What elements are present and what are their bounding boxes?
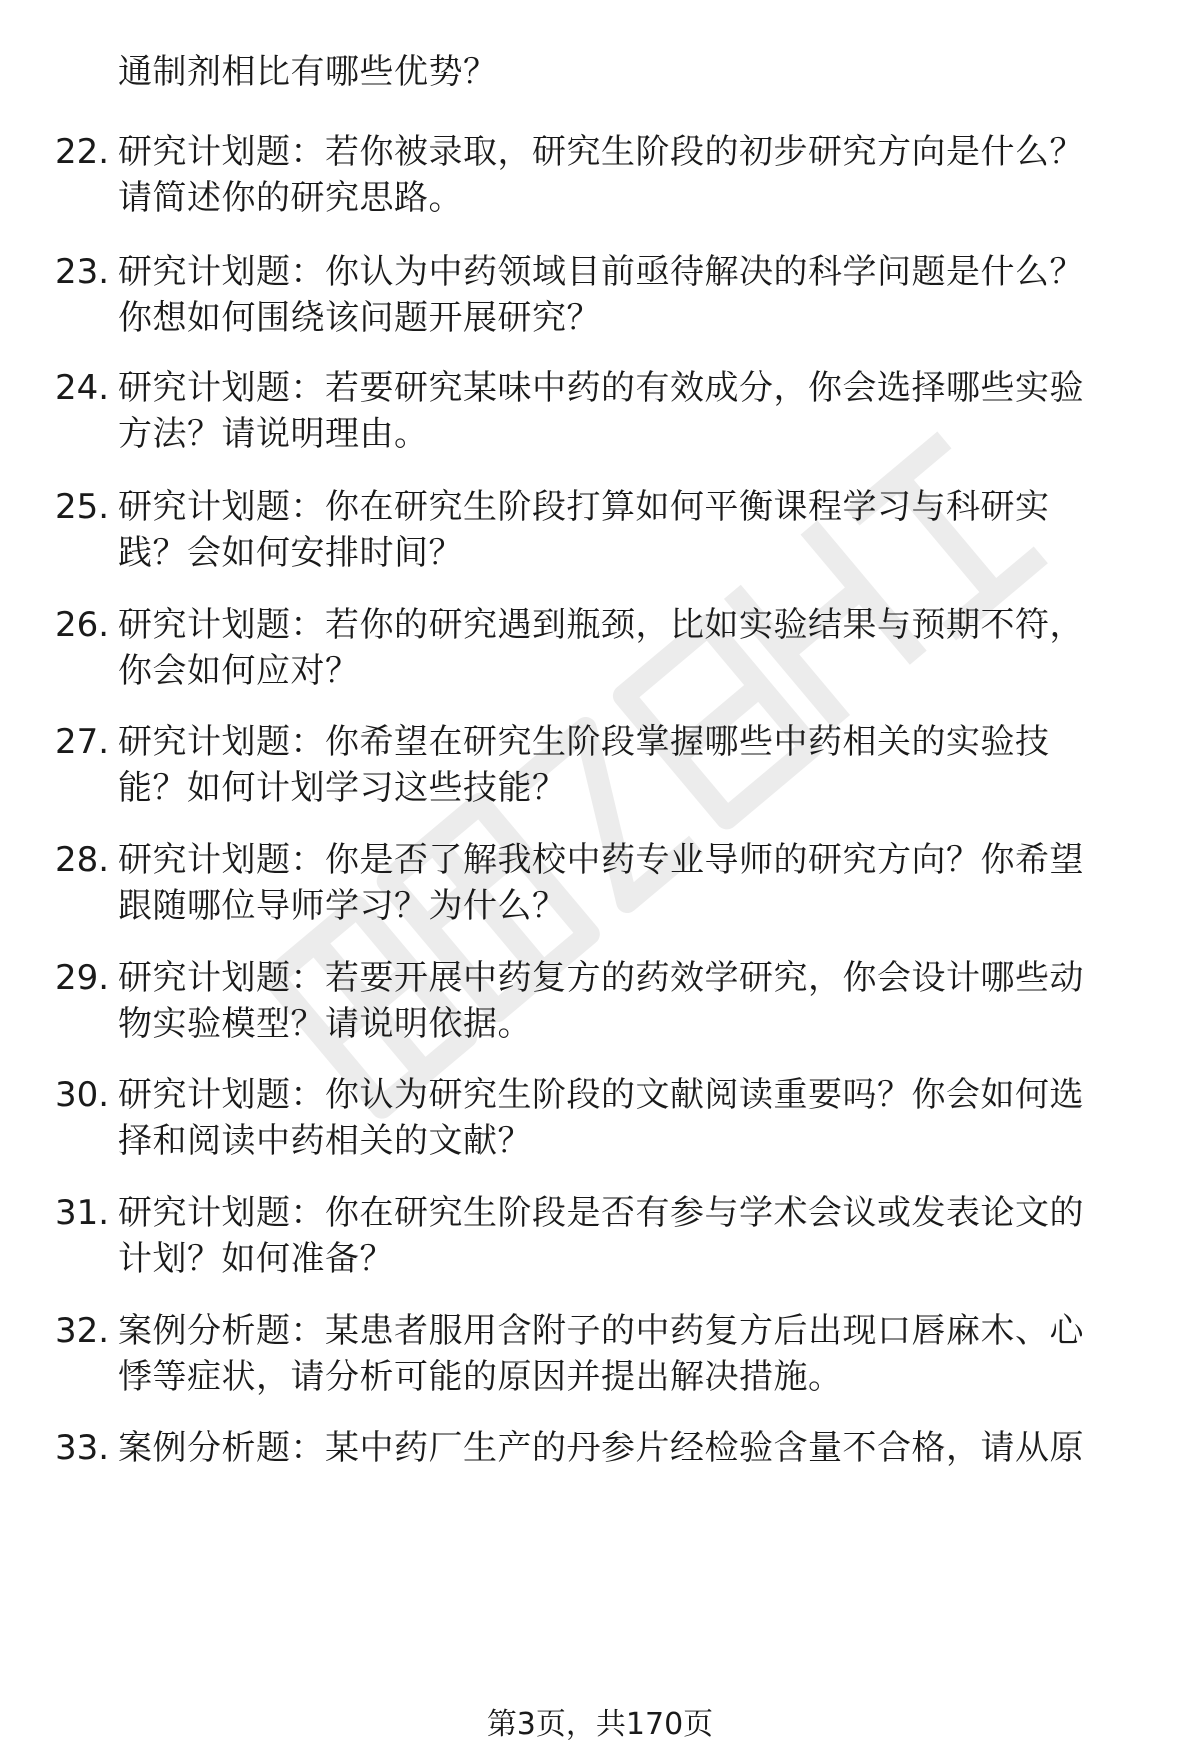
item-number: 30. [55, 1075, 110, 1115]
item-text-line: 研究计划题：若要研究某味中药的有效成分，你会选择哪些实验 [118, 368, 1084, 408]
item-text-line: 能？如何计划学习这些技能？ [118, 768, 567, 808]
item-text-line: 研究计划题：若你的研究遇到瓶颈，比如实验结果与预期不符， [118, 605, 1084, 645]
item-text-line: 研究计划题：你希望在研究生阶段掌握哪些中药相关的实验技 [118, 722, 1050, 762]
item-number: 23. [55, 252, 110, 292]
item-number: 31. [55, 1193, 110, 1233]
item-number: 24. [55, 368, 110, 408]
item-number: 26. [55, 605, 110, 645]
item-text-line: 择和阅读中药相关的文献？ [118, 1121, 532, 1161]
item-text-line: 悸等症状，请分析可能的原因并提出解决措施。 [118, 1357, 843, 1397]
item-text-line: 计划？如何准备？ [118, 1239, 394, 1279]
page-footer: 第3页，共170页 [486, 1707, 714, 1742]
item-text-line: 案例分析题：某患者服用含附子的中药复方后出现口唇麻木、心 [118, 1311, 1084, 1351]
item-number: 33. [55, 1428, 110, 1468]
item-text-line: 跟随哪位导师学习？为什么？ [118, 886, 567, 926]
item-text-line: 研究计划题：你是否了解我校中药专业导师的研究方向？你希望 [118, 840, 1084, 880]
continuation-line: 通制剂相比有哪些优势？ [118, 52, 498, 92]
item-text-line: 研究计划题：若你被录取，研究生阶段的初步研究方向是什么？ [118, 132, 1084, 172]
item-text-line: 物实验模型？请说明依据。 [118, 1004, 532, 1044]
item-number: 29. [55, 958, 110, 998]
item-text-line: 你想如何围绕该问题开展研究？ [118, 298, 601, 338]
item-text-line: 践？会如何安排时间？ [118, 533, 463, 573]
item-text-line: 研究计划题：你认为研究生阶段的文献阅读重要吗？你会如何选 [118, 1075, 1084, 1115]
item-text-line: 案例分析题：某中药厂生产的丹参片经检验含量不合格，请从原 [118, 1428, 1084, 1468]
item-number: 22. [55, 132, 110, 172]
item-number: 27. [55, 722, 110, 762]
item-text-line: 你会如何应对？ [118, 651, 360, 691]
item-text-line: 方法？请说明理由。 [118, 414, 429, 454]
item-text-line: 研究计划题：若要开展中药复方的药效学研究，你会设计哪些动 [118, 958, 1084, 998]
item-number: 28. [55, 840, 110, 880]
item-text-line: 研究计划题：你在研究生阶段是否有参与学术会议或发表论文的 [118, 1193, 1084, 1233]
item-number: 25. [55, 487, 110, 527]
item-text-line: 请简述你的研究思路。 [118, 178, 463, 218]
item-text-line: 研究计划题：你在研究生阶段打算如何平衡课程学习与科研实 [118, 487, 1050, 527]
item-text-line: 研究计划题：你认为中药领域目前亟待解决的科学问题是什么？ [118, 252, 1084, 292]
item-number: 32. [55, 1311, 110, 1351]
